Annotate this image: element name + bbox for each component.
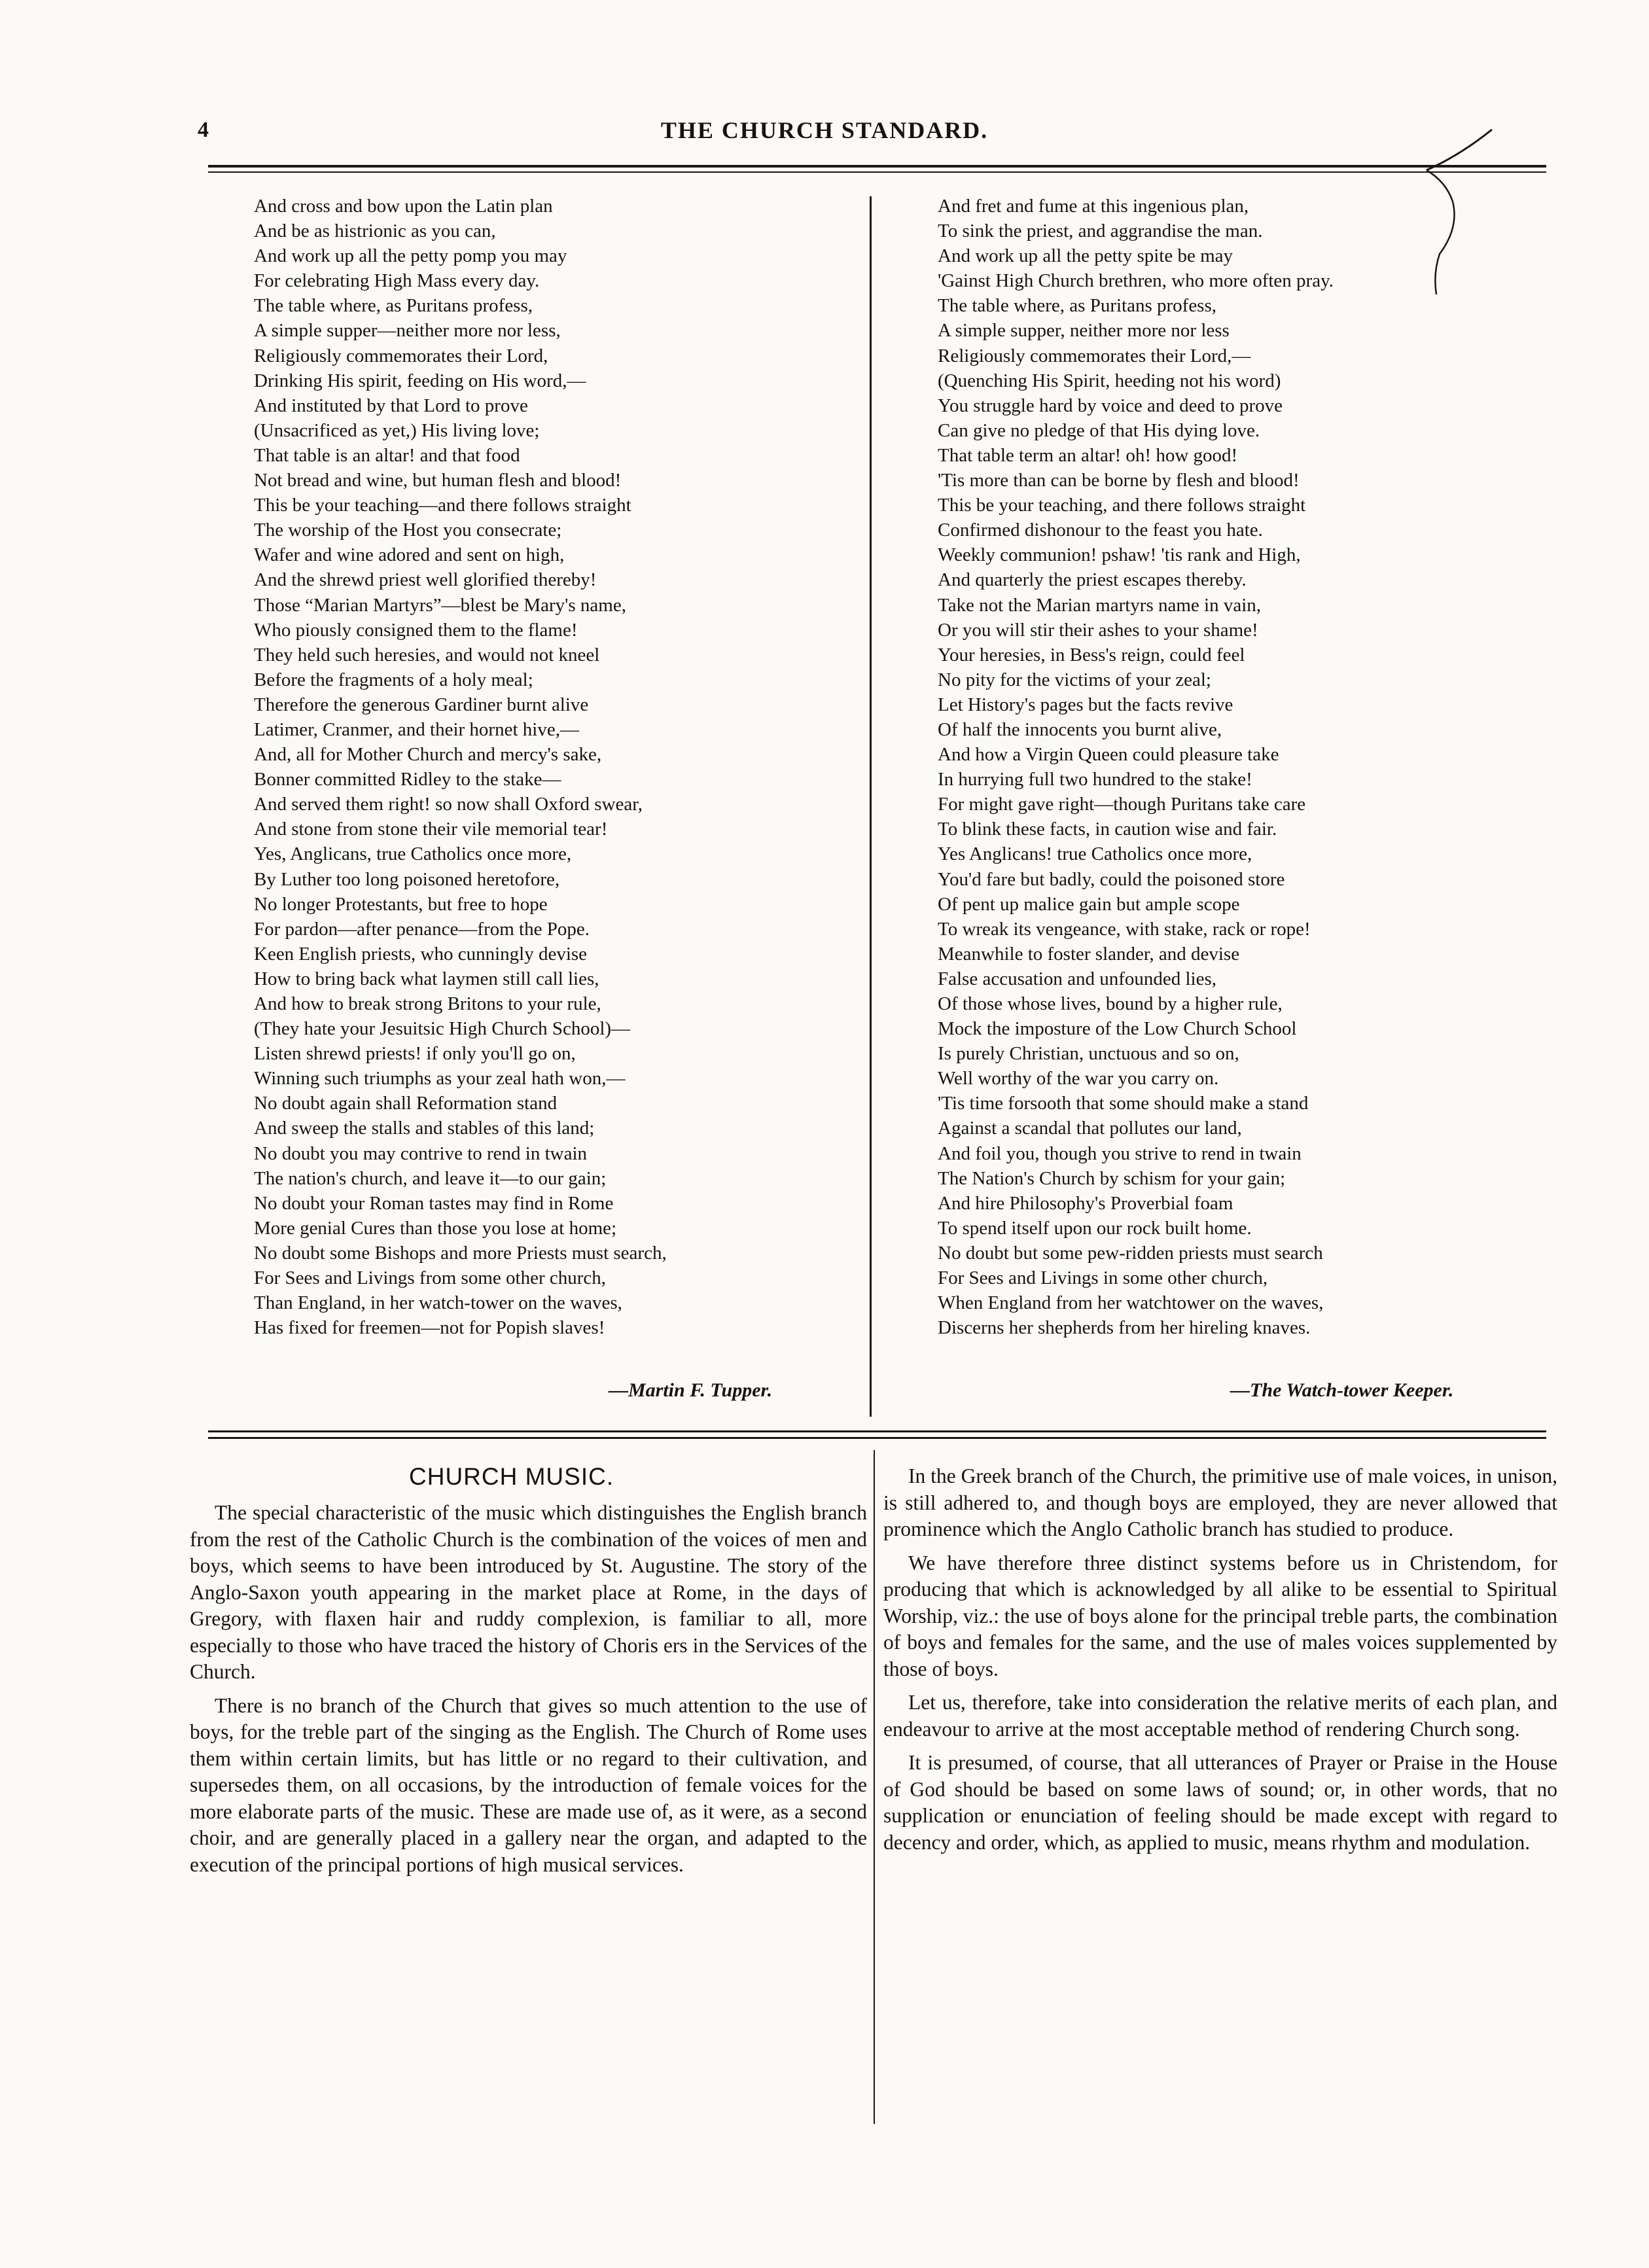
poem-line: They held such heresies, and would not kneel [254,644,600,665]
poem-line: In hurrying full two hundred to the stake! [938,769,1252,790]
poem-line: Those “Marian Martyrs”—blest be Mary's name, [254,594,626,616]
poem-line: For pardon—after penance—from the Pope. [254,918,590,940]
poem-line: Than England, in her watch-tower on the waves, [254,1292,622,1314]
header-rule-bottom [208,171,1546,173]
poem-line: And fret and fume at this ingenious plan, [938,196,1249,217]
poem-line: By Luther too long poisoned heretofore, [254,868,560,890]
poem-line: No doubt you may contrive to rend in twain [254,1143,588,1164]
poem-line: And hire Philosophy's Proverbial foam [938,1192,1233,1214]
poem-line: (Unsacrificed as yet,) His living love; [254,419,540,441]
article-column-divider [874,1450,875,2124]
poem-line: Your heresies, in Bess's reign, could feel [938,644,1245,665]
poem-left-attribution: —Martin F. Tupper. [609,1379,773,1401]
poem-line: No doubt again shall Reformation stand [254,1093,558,1114]
masthead-title: THE CHURCH STANDARD. [660,117,989,143]
poem-line: And foil you, though you strive to rend in twain [938,1143,1302,1164]
poem-line: 'Tis more than can be borne by flesh and blood! [938,470,1300,491]
poem-line: And be as histrionic as you can, [254,221,496,242]
article-title: CHURCH MUSIC. [409,1463,614,1490]
poem-line: Meanwhile to foster slander, and devise [938,943,1240,965]
poem-line: How to bring back what laymen still call lies, [254,968,599,989]
poem-line: The table where, as Puritans profess, [938,295,1217,317]
poem-line: To wreak its vengeance, with stake, rack or rope! [938,918,1311,940]
poem-line: You struggle hard by voice and deed to prove [938,395,1283,416]
poem-line: For might gave right—though Puritans take care [938,794,1306,815]
poem-right-attribution: —The Watch-tower Keeper. [1230,1379,1454,1401]
poem-line: Religiously commemorates their Lord, [254,345,548,366]
poem-line: Mock the imposture of the Low Church School [938,1018,1297,1040]
poem-line: Yes Anglicans! true Catholics once more, [938,843,1252,865]
section-rule-bottom [208,1437,1546,1439]
poem-line: The Nation's Church by schism for your gain; [938,1167,1286,1189]
poem-line: Who piously consigned them to the flame! [254,619,578,641]
poem-line: (Quenching His Spirit, heeding not his word) [938,370,1281,391]
poem-line: False accusation and unfounded lies, [938,968,1217,989]
poem-line: To spend itself upon our rock built home. [938,1217,1252,1239]
poem-line: And sweep the stalls and stables of this land; [254,1118,595,1139]
pen-annotation-mark [1361,123,1518,300]
poem-line: No doubt your Roman tastes may find in Rome [254,1192,614,1214]
poem-line: Therefore the generous Gardiner burnt alive [254,694,589,715]
poem-line: Can give no pledge of that His dying love. [938,419,1260,441]
article-paragraph: We have therefore three distinct systems before us in Christendom, for producing that which is acknowledged by all alike to be essential to Spiritual Worship, viz.: the use of boys alone for the principal treble parts, the combination of boys and females for the same, and the use of males voices supplemented by those of boys. [883,1551,1557,1680]
poem-line: A simple supper, neither more nor less [938,320,1230,342]
poem-line: This be your teaching—and there follows straight [254,495,631,516]
article-right-column [883,1463,1557,1863]
article-paragraph: There is no branch of the Church that gives so much attention to the use of boys, for the treble part of the singing as the English. The Church of Rome uses them within certain limits, but has little or no regard to their cultivation, and supersedes them, on all occasions, by the introduction of female voices for the more elaborate parts of the music. These are made use of, as it were, as a second choir, and are generally placed in a gallery near the organ, and adapted to the execution of the principal portions of high musical services. [190,1693,867,1876]
poem-line: No doubt but some pew-ridden priests must search [938,1242,1323,1264]
poem-line: Latimer, Cranmer, and their hornet hive,— [254,718,579,740]
article-paragraph: In the Greek branch of the Church, the primitive use of male voices, in unison, is still adhered to, and though boys are employed, they are never allowed that prominence which the Anglo Catholic branch has studied to produce. [883,1464,1557,1540]
poem-line: Weekly communion! pshaw! 'tis rank and High, [938,544,1301,566]
poem-line: A simple supper—neither more nor less, [254,320,561,342]
poem-line: And work up all the petty pomp you may [254,245,567,267]
poem-line: Is purely Christian, unctuous and so on, [938,1043,1239,1065]
poem-line: Before the fragments of a holy meal; [254,669,533,690]
poem-line: Or you will stir their ashes to your shame! [938,619,1258,641]
poem-line: Confirmed dishonour to the feast you hate. [938,520,1263,541]
poem-line: That table term an altar! oh! how good! [938,444,1238,466]
poem-line: And work up all the petty spite be may [938,245,1233,267]
page-number: 4 [198,118,209,142]
poem-right [938,194,1334,1340]
poem-line: Religiously commemorates their Lord,— [938,345,1251,366]
poem-line: This be your teaching, and there follows straight [938,495,1306,516]
poem-line: Bonner committed Ridley to the stake— [254,769,561,790]
poem-line: Take not the Marian martyrs name in vain, [938,594,1262,616]
poem-line: Listen shrewd priests! if only you'll go on, [254,1043,576,1065]
poem-line: 'Tis time forsooth that some should make a stand [938,1093,1309,1114]
article-paragraph: Let us, therefore, take into consideration the relative merits of each plan, and endeavour to arrive at the most acceptable method of rendering Church song. [883,1691,1557,1741]
poem-line: Of those whose lives, bound by a higher rule, [938,993,1283,1014]
poem-line: When England from her watchtower on the waves, [938,1292,1324,1314]
poem-line: That table is an altar! and that food [254,444,520,466]
poem-column-divider [870,196,872,1417]
poem-line: To sink the priest, and aggrandise the man. [938,221,1263,242]
poem-line: Has fixed for freemen—not for Popish slaves! [254,1317,605,1339]
poem-line: Of half the innocents you burnt alive, [938,718,1222,740]
poem-line: Winning such triumphs as your zeal hath won,— [254,1068,626,1090]
poem-line: Not bread and wine, but human flesh and blood! [254,470,622,491]
poem-line: No pity for the victims of your zeal; [938,669,1211,690]
poem-line: And served them right! so now shall Oxford swear, [254,794,643,815]
poem-line: Discerns her shepherds from her hireling knaves. [938,1317,1311,1339]
poem-line: You'd fare but badly, could the poisoned store [938,868,1285,890]
poem-line: The table where, as Puritans profess, [254,295,533,317]
poem-line: And quarterly the priest escapes thereby. [938,569,1247,591]
poem-line: Let History's pages but the facts revive [938,694,1233,715]
poem-line: And how a Virgin Queen could pleasure take [938,744,1279,766]
poem-line: Wafer and wine adored and sent on high, [254,544,565,566]
poem-line: The worship of the Host you consecrate; [254,520,562,541]
poem-line: For celebrating High Mass every day. [254,270,540,292]
poem-line: Against a scandal that pollutes our land, [938,1118,1242,1139]
poem-line: Drinking His spirit, feeding on His word,— [254,370,586,391]
poem-line: Keen English priests, who cunningly devise [254,943,588,965]
article-left-column [190,1500,867,1885]
poem-line: And how to break strong Britons to your rule, [254,993,601,1014]
poem-line: Of pent up malice gain but ample scope [938,893,1240,915]
poem-line: (They hate your Jesuitsic High Church School)— [254,1018,631,1040]
section-rule-top [208,1430,1546,1432]
header-rule-top [208,165,1546,168]
poem-line: No longer Protestants, but free to hope [254,893,548,915]
poem-line: And cross and bow upon the Latin plan [254,196,553,217]
poem-line: And, all for Mother Church and mercy's sake, [254,744,602,766]
poem-line: Yes, Anglicans, true Catholics once more, [254,843,572,865]
poem-line: No doubt some Bishops and more Priests must search, [254,1242,667,1264]
poem-line: And instituted by that Lord to prove [254,395,528,416]
article-paragraph: The special characteristic of the music which distinguishes the English branch from the rest of the Catholic Church is the combination of the voices of men and boys, which seems to have been introduced by St. Augustine. The story of the Anglo-Saxon youth appearing in the market place at Rome, in the days of Gregory, with flaxen hair and ruddy complexion, is familiar to all, more especially to those who have traced the history of Choris ers in the Services of the Church. [190,1501,867,1683]
poem-line: And stone from stone their vile memorial tear! [254,819,608,840]
poem-line: For Sees and Livings in some other church, [938,1267,1268,1289]
article-paragraph: It is presumed, of course, that all utterances of Prayer or Praise in the House of God should be based on some laws of sound; or, in other words, that no supplication or enunciation of feeling should be made except with regard to decency and order, which, as applied to music, means rhythm and modulation. [883,1751,1557,1854]
poem-left [254,194,667,1340]
poem-line: Well worthy of the war you carry on. [938,1068,1219,1090]
poem-line: More genial Cures than those you lose at home; [254,1217,617,1239]
poem-line: The nation's church, and leave it—to our gain; [254,1167,607,1189]
poem-line: To blink these facts, in caution wise and fair. [938,819,1277,840]
poem-line: And the shrewd priest well glorified thereby! [254,569,597,591]
poem-line: For Sees and Livings from some other church, [254,1267,607,1289]
poem-line: 'Gainst High Church brethren, who more often pray. [938,270,1334,292]
